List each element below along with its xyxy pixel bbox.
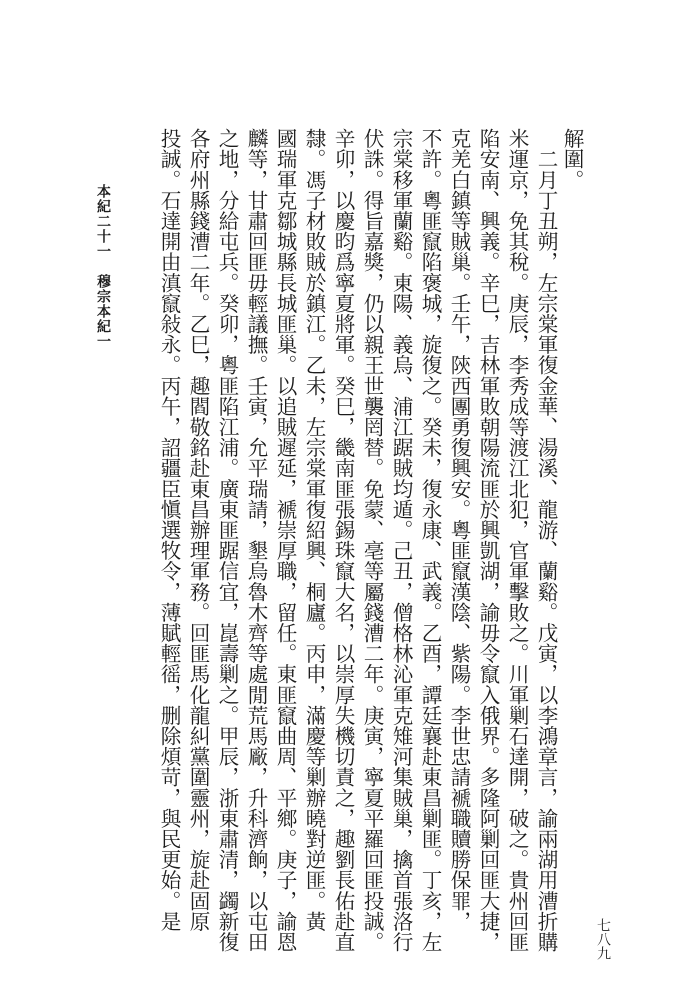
text-column-4: 陷安南、興義。辛巳，吉林軍敗朝陽流匪於興凱湖，諭毋令竄入俄界。多隆阿剿回匪大捷， [476, 128, 500, 952]
text-column-12: 麟等，甘肅回匪毋輕議撫。壬寅，允平瑞請，墾烏魯木齊等處閒荒馬廠，升科濟餉，以屯田 [244, 128, 268, 952]
text-column-11: 國瑞軍克鄒城縣長城匪巢。以追賊遲延，褫崇厚職，留任。東匪竄曲周、平鄉。庚子，諭恩 [273, 128, 297, 952]
text-column-10: 隸。馮子材敗賊於鎮江。乙未，左宗棠軍復紹興、桐廬。丙申，滿慶等剿辦曉對逆匪。黃 [302, 128, 326, 932]
text-column-8: 伏誅。得旨嘉獎，仍以親王世襲罔替。免蒙、亳等屬錢漕二年。庚寅，寧夏平羅回匪投誠。 [360, 128, 384, 952]
running-header: 本紀二十一 穆宗本紀一 [95, 184, 111, 349]
page-number: 七八九 [595, 918, 611, 960]
text-column-14: 各府州縣錢漕二年。乙巳，趣閻敬銘赴東昌辦理軍務。回匪馬化龍糾黨圍靈州，旋赴固原 [186, 128, 210, 932]
text-column-9: 辛卯，以慶昀爲寧夏將軍。癸巳，畿南匪張錫珠竄大名，以崇厚失機切責之，趣劉長佑赴直 [331, 128, 355, 952]
text-column-1: 解圍。 [560, 128, 584, 190]
text-column-2: 二月丁丑朔，左宗棠軍復金華、湯溪、龍游、蘭谿。戊寅，以李鴻章言，諭兩湖用漕折購 [534, 128, 558, 952]
text-column-7: 宗棠移軍蘭谿。東陽、義烏、浦江踞賊均遁。己丑，僧格林沁軍克雉河集賊巢，擒首張洛行 [389, 128, 413, 952]
text-column-6: 不許。粵匪竄陷褒城，旋復之。癸未，復永康、武義。乙酉，譚廷襄赴東昌剿匪。丁亥，左 [418, 128, 442, 952]
text-column-5: 克羌白鎮等賊巢。壬午，陝西團勇復興安。粵匪竄漢陰、紫陽。李世忠請褫職贖勝保罪， [447, 128, 471, 932]
text-column-3: 米運京，免其稅。庚辰，李秀成等渡江北犯，官軍擊敗之。川軍剿石達開，破之。貴州回匪 [505, 128, 529, 952]
text-column-15: 投誠。石達開由滇竄敍永。丙午，詔疆臣愼選牧令，薄賦輕徭，删除煩苛，與民更始。是 [157, 128, 181, 932]
text-column-13: 之地，分給屯兵。癸卯，粵匪陷江浦。廣東匪踞信宜，崑壽剿之。甲辰，浙東肅清，蠲新復 [215, 128, 239, 952]
